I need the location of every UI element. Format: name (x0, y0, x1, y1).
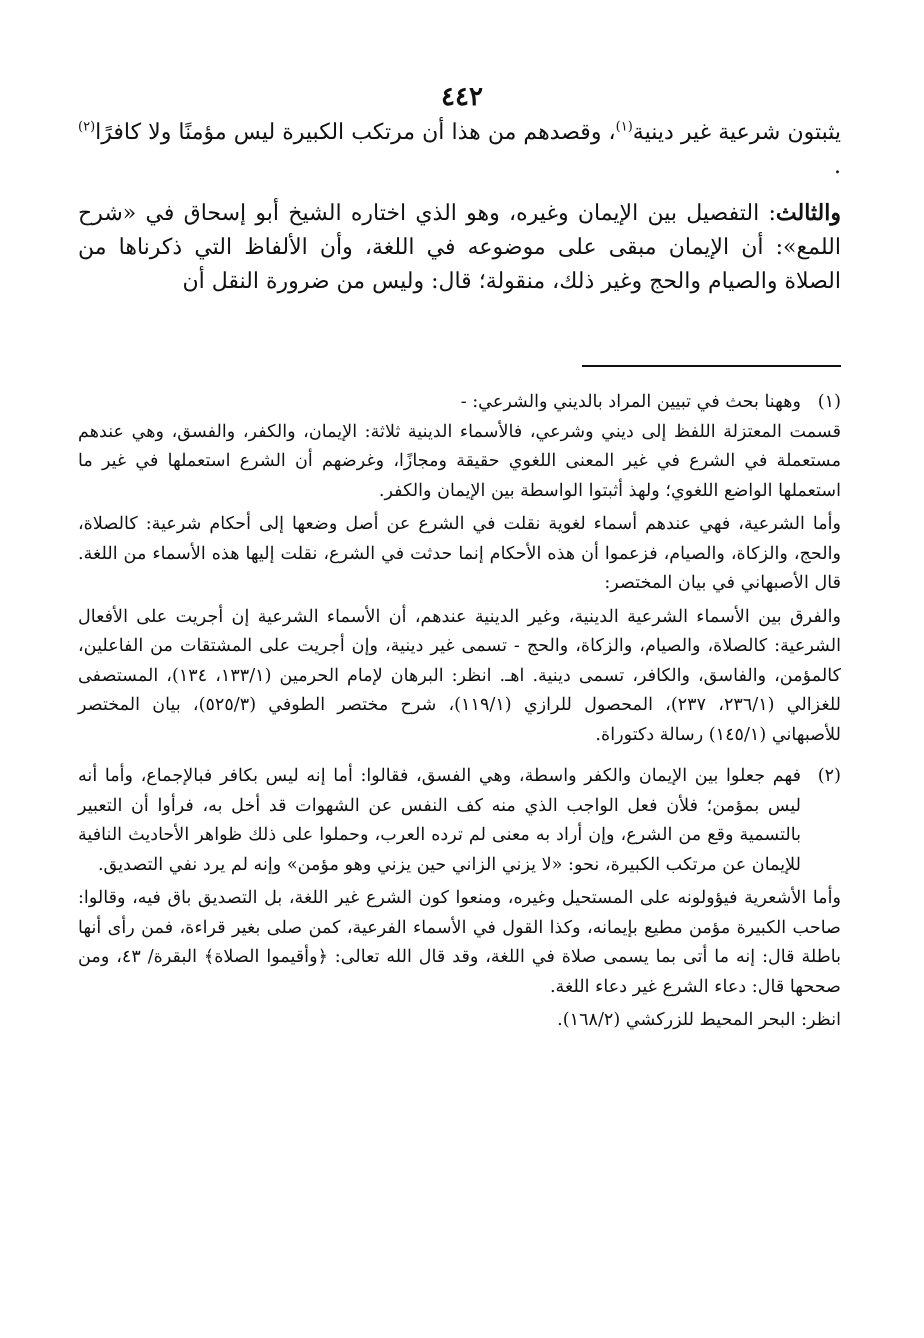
footnote-separator (582, 365, 841, 367)
footnote-marker: (٢) (817, 766, 841, 786)
footnote-paragraph: وههنا بحث في تبيين المراد بالديني والشرعي: - (460, 392, 801, 412)
text-run: : التفصيل بين الإيمان وغيره، وهو الذي اختاره الشيخ أبو إسحاق في «شرح اللمع»: أن الإيمان مبقى على موضوعه في اللغة، وأن الألفاظ التي ذكرناها من الصلاة والصيام والحج وغير ذلك، منقولة؛ قال: وليس من ضرورة النقل أن (78, 201, 841, 294)
paragraph (78, 196, 841, 299)
footnote-ref: (٢) (78, 119, 96, 135)
footnote-paragraph: وأما الأشعرية فيؤولونه على المستحيل وغيره، ومنعوا كون الشرع غير اللغة، بل التصديق باق فيه، وقالوا: صاحب الكبيرة مؤمن مطيع بإيمانه، وكذا القول في الأسماء الفرعية، كمن صلى بغير قراءة، فمن رأى أنها باطلة قال: إنه ما أتى بما يسمى صلاة في اللغة، وقد قال الله تعالى: ﴿وأقيموا الصلاة﴾ البقرة/ ٤٣، ومن صححها قال: دعاء الشرع غير دعاء اللغة. (78, 888, 841, 997)
text-run: ، وقصدهم من هذا أن مرتكب الكبيرة ليس مؤمنًا ولا كافرًا (95, 120, 616, 145)
footnote-marker: (١) (817, 392, 841, 412)
text-run: . (834, 154, 841, 179)
footnote-1-continuation (78, 418, 841, 751)
footnote-paragraph: قسمت المعتزلة اللفظ إلى ديني وشرعي، فالأسماء الدينية ثلاثة: الإيمان، والكفر، والفسق، وهي عندهم مستعملة في الشرع في غير المعنى اللغوي حقيقة ومجازًا، وغرضهم أن الشرع استعملها في غير ما استعملها الواضع اللغوي؛ ولهذ أثبتوا الواسطة بين الإيمان والكفر. (78, 421, 841, 501)
footnote-1 (78, 388, 841, 418)
page-number: ٤٤٢ (441, 82, 483, 112)
footnote-paragraph: وأما الشرعية، فهي عندهم أسماء لغوية نقلت في الشرع عن أصل وضعها إلى أحكام شرعية: كالصلاة، والحج، والزكاة، والصيام، فزعموا أن هذه الأحكام إنما حدثت في الشرع، نقلت إليها هذه الأسماء من اللغة. قال الأصبهاني في بيان المختصر: (78, 514, 841, 593)
main-text (78, 116, 841, 299)
section-lead: والثالث (775, 200, 841, 226)
paragraph (78, 116, 841, 184)
footnotes (78, 388, 841, 1036)
footnote-paragraph: انظر: البحر المحيط للزركشي (١٦٨/٢). (557, 1010, 841, 1030)
footnote-2-continuation (78, 884, 841, 1036)
footnote-2 (78, 762, 841, 880)
footnote-ref: (١) (615, 119, 633, 135)
footnote-paragraph: والفرق بين الأسماء الشرعية الدينية، وغير الدينية عندهم، أن الأسماء الشرعية إن أجريت على الأفعال الشرعية: كالصلاة، والصيام، والزكاة، والحج - تسمى غير دينية، وإن أجريت على المشتقات من الفاعلين، كالمؤمن، والفاسق، والكافر، تسمى دينية. اهـ. انظر: البرهان لإمام الحرمين (١٣٣/١، ١٣٤)، المستصفى للغزالي (٢٣٦/١، ٢٣٧)، المحصول للرازي (١١٩/١)، شرح مختصر الطوفي (٥٢٥/٣)، بيان المختصر للأصبهاني (١٤٥/١) رسالة دكتوراة. (78, 606, 842, 745)
text-run: يثبتون شرعية غير دينية (632, 120, 841, 145)
footnote-paragraph: فهم جعلوا بين الإيمان والكفر واسطة، وهي الفسق، فقالوا: أما إنه ليس بكافر فبالإجماع، وأما أنه ليس بمؤمن؛ فلأن فعل الواجب الذي منه كف النفس عن الشهوات قد أخل به، فرأوا أن التعبير بالتسمية وقع من الشرع، وإن أراد به معنى لم ترده العرب، وحملوا على ذلك ظواهر الأحاديث النافية للإيمان عن مرتكب الكبيرة، نحو: «لا يزني الزاني حين يزني وهو مؤمن» وإنه لم يرد نفي التصديق. (78, 766, 802, 875)
